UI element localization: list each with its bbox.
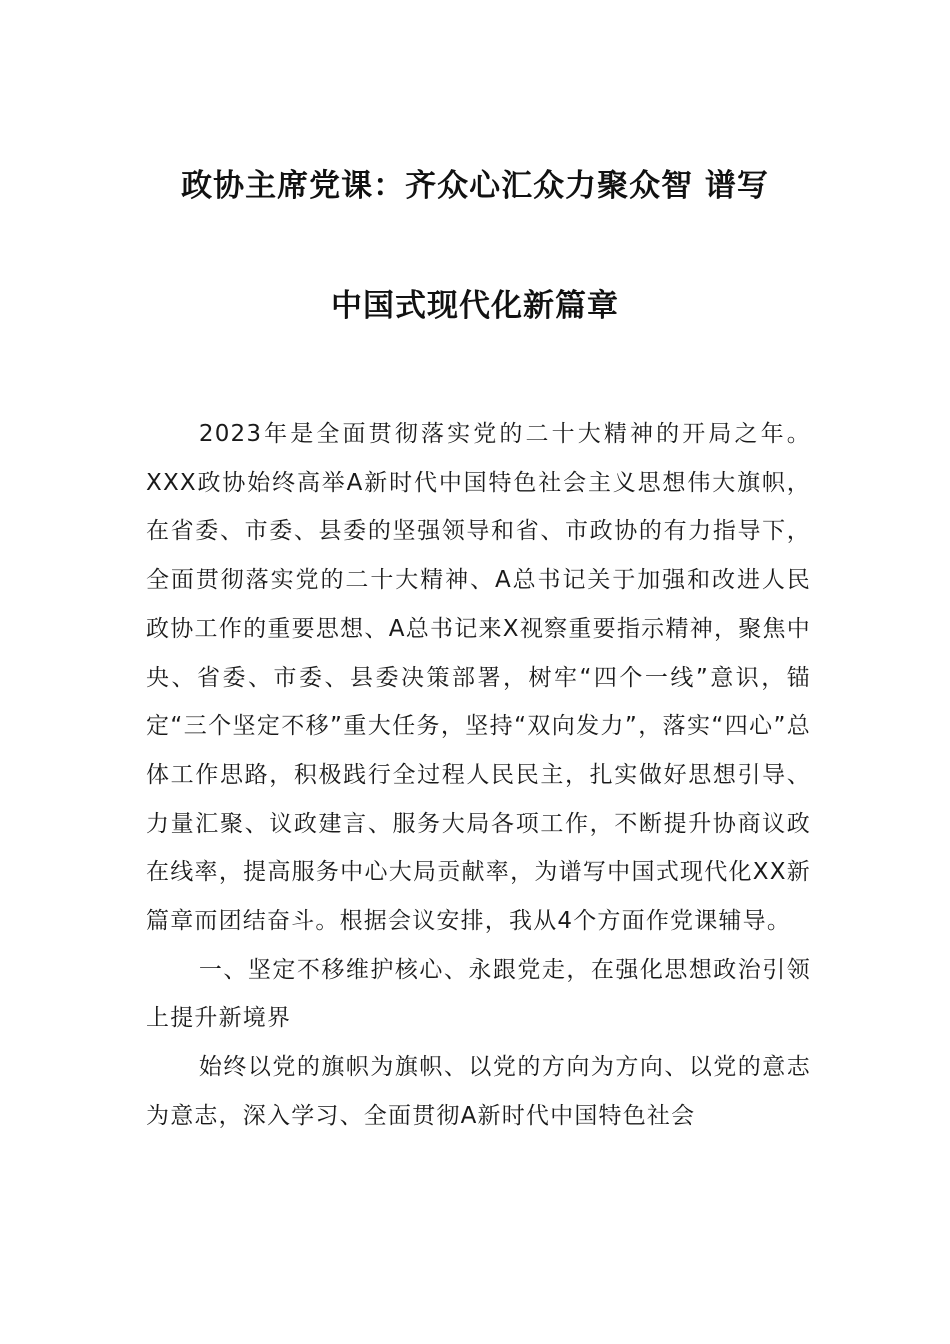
document-body — [146, 410, 811, 1141]
document-title-line-2: 中国式现代化新篇章 — [331, 288, 619, 324]
document-title-line-1: 政协主席党课：齐众心汇众力聚众智 谱写 — [181, 168, 769, 204]
paragraph-section-heading-1: 一、坚定不移维护核心、永跟党走，在强化思想政治引领上提升新境界 — [146, 956, 811, 1032]
paragraph-intro: 2023年是全面贯彻落实党的二十大精神的开局之年。XXX政协始终高举A新时代中国特色社会主义思想伟大旗帜，在省委、市委、县委的坚强领导和省、市政协的有力指导下，全面贯彻落实党的二十大精神、A总书记关于加强和改进人民政协工作的重要思想、A总书记来X视察重要指示精神，聚焦中央、省委、市委、县委决策部署，树牢“四个一线”意识，锚定“三个坚定不移”重大任务，坚持“双向发力”，落实“四心”总体工作思路，积极践行全过程人民民主，扎实做好思想引导、力量汇聚、议政建言、服务大局各项工作，不断提升协商议政在线率，提高服务中心大局贡献率，为谱写中国式现代化XX新篇章而团结奋斗。根据会议安排，我从4个方面作党课辅导。 — [146, 421, 811, 935]
paragraph-section-1-body: 始终以党的旗帜为旗帜、以党的方向为方向、以党的意志为意志，深入学习、全面贯彻A新时代中国特色社会 — [146, 1054, 811, 1129]
